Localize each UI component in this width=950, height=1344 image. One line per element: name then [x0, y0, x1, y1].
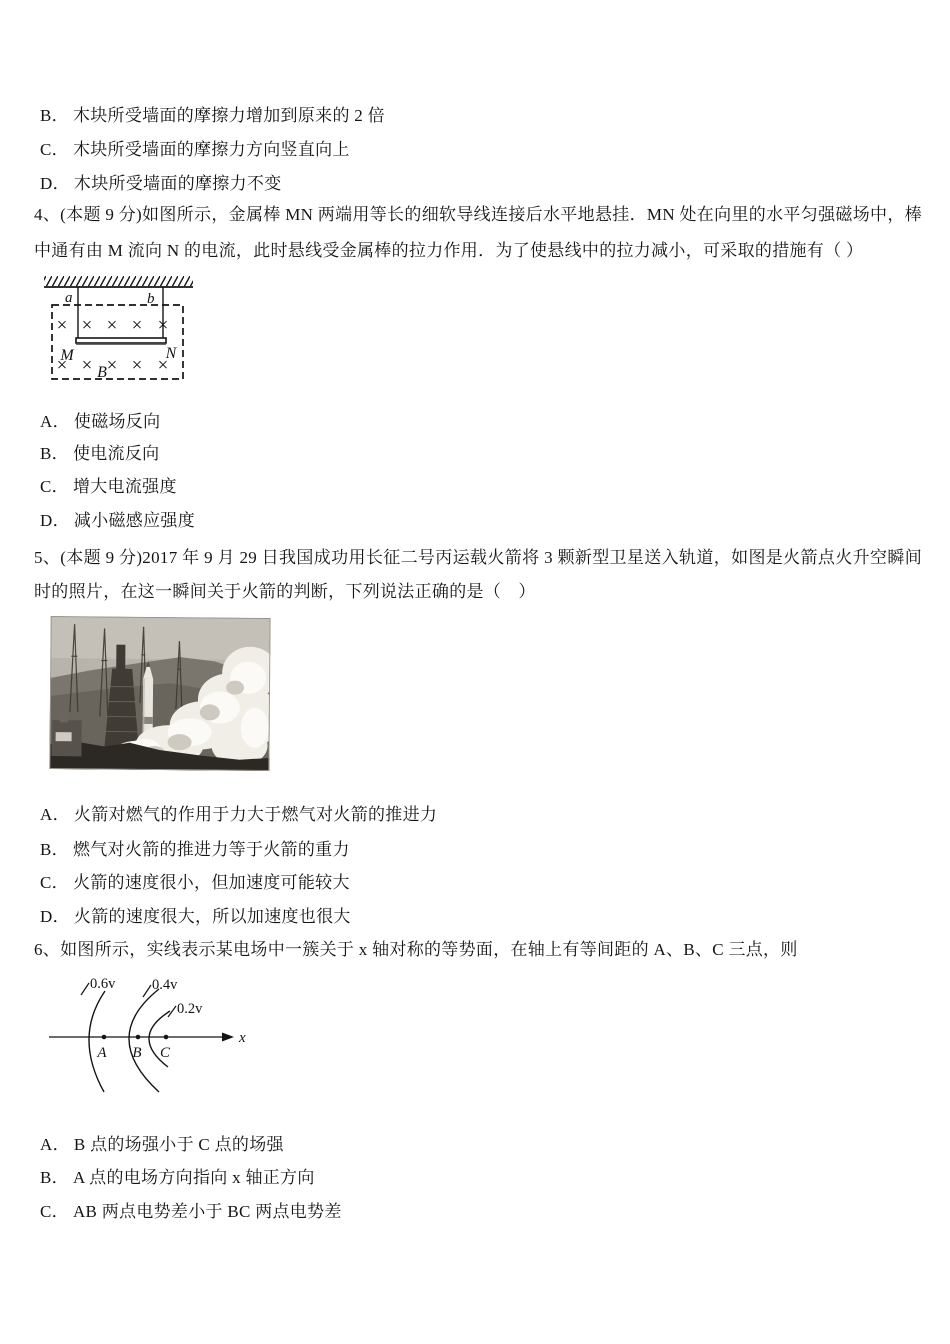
x-axis-label: x [239, 1030, 246, 1046]
option-label: C． [40, 873, 69, 892]
q4-option-a [40, 407, 160, 432]
option-label: A． [40, 1135, 70, 1154]
option-text: 减小磁感应强度 [73, 511, 195, 530]
wire-b-label: b [147, 291, 155, 307]
option-label: B． [40, 444, 69, 463]
leader-tick [81, 983, 89, 995]
point-c-dot [164, 1035, 169, 1040]
point-a-dot [102, 1035, 107, 1040]
option-label: C． [40, 477, 69, 496]
option-text: A 点的电场方向指向 x 轴正方向 [72, 1168, 315, 1187]
rod-label-m: M [60, 347, 74, 364]
rod-label-n: N [165, 345, 177, 362]
option-label: B． [40, 1168, 69, 1187]
option-text: 使电流反向 [72, 444, 160, 463]
flux-cross-icon: × [157, 315, 169, 336]
potential-label-02: 0.2v [177, 1001, 203, 1017]
option-text: 增大电流强度 [72, 477, 177, 496]
option-text: 木块所受墙面的摩擦力不变 [73, 174, 282, 193]
q3-option-d [40, 169, 282, 194]
flux-cross-icon: × [56, 355, 68, 376]
option-text: B 点的场强小于 C 点的场强 [73, 1135, 284, 1154]
point-a-label: A [97, 1045, 107, 1061]
q5-option-a [40, 800, 437, 825]
q4-option-c [40, 472, 177, 497]
option-text: 火箭的速度很小，但加速度可能较大 [72, 873, 350, 892]
point-b-dot [136, 1035, 141, 1040]
flux-cross-icon: × [106, 315, 118, 336]
option-label: B． [40, 106, 69, 125]
q6-option-a [40, 1130, 284, 1155]
q3-option-c [40, 135, 350, 160]
q3-option-b [40, 101, 385, 126]
option-text: 火箭的速度很大，所以加速度也很大 [73, 907, 351, 926]
option-label: D． [40, 907, 70, 926]
option-text: 燃气对火箭的推进力等于火箭的重力 [72, 840, 350, 859]
q5-stem: 5、(本题 9 分)2017 年 9 月 29 日我国成功用长征二号丙运载火箭将 3 颗新型卫星送入轨道，如图是火箭点火升空瞬间时的照片，在这一瞬间关于火箭的判断，下列说法正确的是（ ） [34, 548, 922, 601]
option-label: A． [40, 412, 70, 431]
q6-equipotential-diagram [46, 975, 258, 1110]
metal-rod [76, 338, 166, 343]
x-axis-arrow-icon [222, 1033, 234, 1042]
q6-diagram-svg [46, 975, 258, 1105]
q4-option-d [40, 506, 195, 531]
q5-option-c [40, 868, 350, 893]
q5-option-d [40, 902, 351, 927]
option-text: 使磁场反向 [73, 412, 161, 431]
option-label: D． [40, 511, 70, 530]
flux-cross-icon: × [81, 315, 93, 336]
option-label: D． [40, 174, 70, 193]
q4-stem: 4、(本题 9 分)如图所示，金属棒 MN 两端用等长的细软导线连接后水平地悬挂．MN 处在向里的水平匀强磁场中，棒中通有由 M 流向 N 的电流，此时悬线受金属棒的拉力作用．为了使悬线中的拉力减小，可采取的措施有（ ） [34, 205, 922, 260]
option-label: C． [40, 1202, 69, 1221]
wire-a-label: a [65, 290, 73, 306]
potential-label-04: 0.4v [152, 977, 178, 993]
flux-cross-icon: × [106, 355, 118, 376]
field-b-label: B [97, 364, 107, 381]
pad-building-top [60, 712, 68, 722]
q6-stem: 6、如图所示，实线表示某电场中一簇关于 x 轴对称的等势面，在轴上有等间距的 A、B、C 三点，则 [34, 940, 798, 959]
option-text: AB 两点电势差小于 BC 两点电势差 [72, 1202, 342, 1221]
flux-cross-icon: × [131, 315, 143, 336]
q4-diagram-svg [40, 276, 200, 394]
flux-cross-icon: × [56, 315, 68, 336]
equipotential-arc-06 [89, 991, 105, 1092]
q5-option-b [40, 835, 350, 860]
option-text: 木块所受墙面的摩擦力方向竖直向上 [72, 140, 350, 159]
q4-option-b [40, 439, 159, 464]
flux-cross-icon: × [157, 355, 169, 376]
gantry-crane [116, 645, 125, 671]
potential-label-06: 0.6v [90, 976, 116, 992]
option-text: 火箭对燃气的作用于力大于燃气对火箭的推进力 [73, 805, 438, 824]
flux-cross-icon: × [81, 355, 93, 376]
option-label: B． [40, 840, 69, 859]
ceiling-hatch [44, 276, 193, 286]
flux-cross-icon: × [131, 355, 143, 376]
rocket-launch-photo [49, 616, 270, 771]
option-label: A． [40, 805, 70, 824]
leader-tick [143, 985, 151, 997]
point-b-label: B [132, 1045, 142, 1061]
rocket-photo-svg [49, 616, 270, 771]
q4-magnetic-field-diagram [40, 276, 200, 399]
pad-building-light [56, 732, 72, 741]
equipotential-arc-04 [129, 989, 159, 1092]
option-label: C． [40, 140, 69, 159]
q6-option-c [40, 1197, 342, 1222]
q6-option-b [40, 1163, 315, 1188]
option-text: 木块所受墙面的摩擦力增加到原来的 2 倍 [72, 106, 385, 125]
point-c-label: C [159, 1045, 171, 1061]
